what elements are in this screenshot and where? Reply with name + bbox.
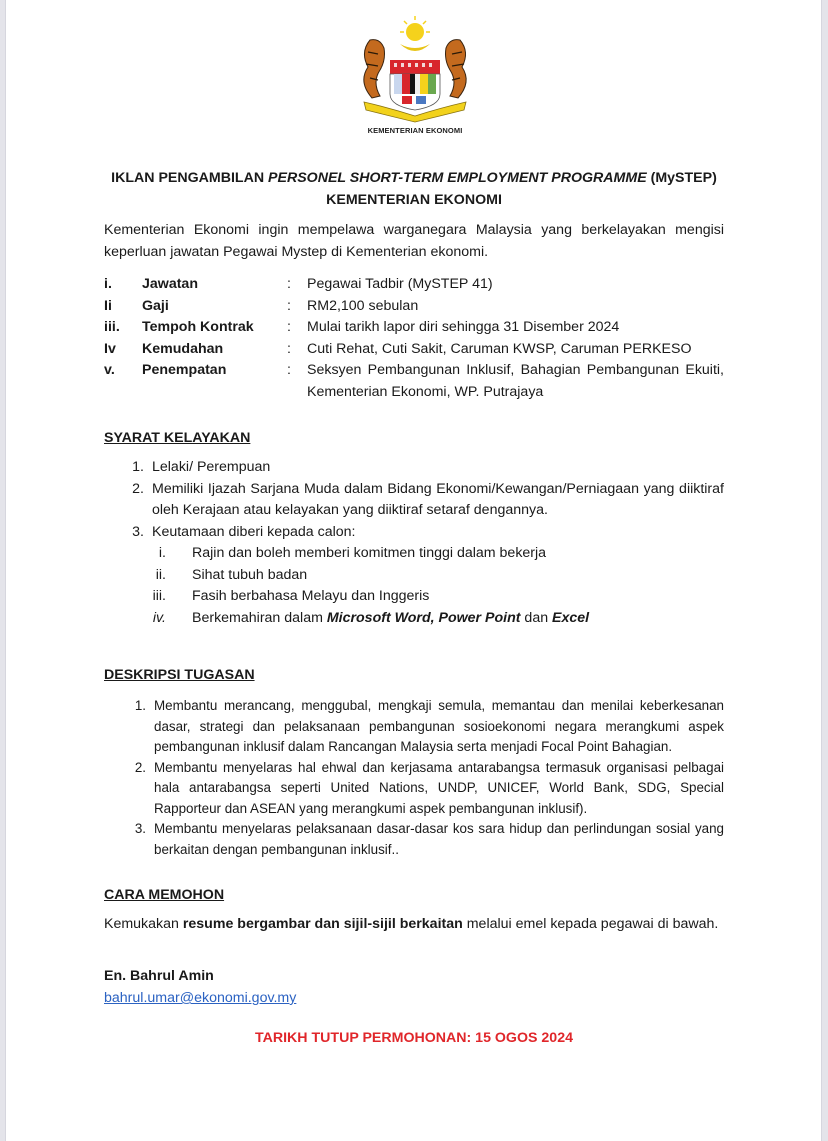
detail-row-kemudahan: Iv Kemudahan : Cuti Rehat, Cuti Sakit, Caruman KWSP, Caruman PERKESO — [104, 340, 692, 357]
list-item: 3. Membantu menyelaras pelaksanaan dasar-dasar kos sara hidup dan perlindungan sosial yang berkaitan dengan pembangunan inklusif.. — [134, 821, 724, 857]
sub-list-item: i. Rajin dan boleh memberi komitmen tinggi dalam bekerja — [158, 545, 547, 561]
page-edge-right — [821, 0, 828, 1141]
list-item: 2. Memiliki Ijazah Sarjana Muda dalam Bidang Ekonomi/Kewangan/Perniagaan yang diiktiraf oleh Kerajaan atau kelayakan yang diiktiraf setaraf dengannya. — [132, 480, 724, 518]
title-line-2: KEMENTERIAN EKONOMI — [326, 192, 502, 208]
coat-of-arms-icon — [350, 12, 480, 124]
heading-deskripsi-tugasan: DESKRIPSI TUGASAN — [104, 667, 255, 683]
list-item: 2. Membantu menyelaras hal ehwal dan kerjasama antarabangsa termasuk organisasi pelbagai hala antarabangsa seperti United Nations, UNDP, UNICEF, World Bank, SDG, Special Rapporteur dan ASEAN yang merangkumi aspek pembangunan inklusif). — [134, 759, 724, 816]
sub-list-item: iii. Fasih berbahasa Melayu dan Inggeris — [152, 588, 430, 604]
list-item: 3. Keutamaan diberi kepada calon: — [132, 523, 356, 540]
closing-date: TARIKH TUTUP PERMOHONAN: 15 OGOS 2024 — [255, 1030, 573, 1046]
heading-cara-memohon: CARA MEMOHON — [104, 887, 225, 903]
page-edge-left — [0, 0, 6, 1141]
detail-row-jawatan: i. Jawatan : Pegawai Tadbir (MySTEP 41) — [104, 276, 493, 292]
document-title — [104, 167, 724, 211]
syarat-list — [104, 457, 724, 629]
detail-row-gaji: Ii Gaji : RM2,100 sebulan — [104, 297, 419, 314]
cara-memohon-paragraph: Kemukakan resume bergambar dan sijil-sijil berkaitan melalui emel kepada pegawai di bawah. — [104, 916, 719, 932]
sub-list-item: ii. Sihat tubuh badan — [155, 566, 308, 583]
heading-syarat-kelayakan: SYARAT KELAYAKAN — [104, 430, 251, 446]
title-line-1: IKLAN PENGAMBILAN PERSONEL SHORT-TERM EMPLOYMENT PROGRAMME (MySTEP) — [111, 170, 717, 186]
detail-row-tempoh-kontrak: iii. Tempoh Kontrak : Mulai tarikh lapor diri sehingga 31 Disember 2024 — [104, 319, 620, 335]
sub-list-item: iv. Berkemahiran dalam Microsoft Word, Power Point dan Excel — [152, 609, 590, 626]
list-item: 1. Lelaki/ Perempuan — [132, 459, 271, 475]
list-item: 1. Membantu merancang, menggubal, mengkaji semula, memantau dan menilai keberkesanan dasar, strategi dan pelaksanaan pembangunan sosioekonomi negara merangkumi aspek pembangunan inklusif dalam Rancangan Malaysia serta menjadi Focal Point Bahagian. — [134, 698, 724, 754]
tugasan-list — [104, 696, 724, 860]
contact-name: En. Bahrul Amin — [104, 968, 214, 984]
contact-email-link[interactable]: bahrul.umar@ekonomi.gov.my — [104, 990, 297, 1006]
intro-paragraph: Kementerian Ekonomi ingin mempelawa warganegara Malaysia yang berkelayakan mengisi keperluan jawatan Pegawai Mystep di Kementerian ekonomi. — [104, 222, 724, 260]
crest-caption: KEMENTERIAN EKONOMI — [367, 126, 463, 135]
job-details — [104, 274, 724, 403]
detail-row-penempatan: v. Penempatan : Seksyen Pembangunan Inklusif, Bahagian Pembangunan Ekuiti, Kementerian Ekonomi, WP. Putrajaya — [104, 362, 724, 400]
